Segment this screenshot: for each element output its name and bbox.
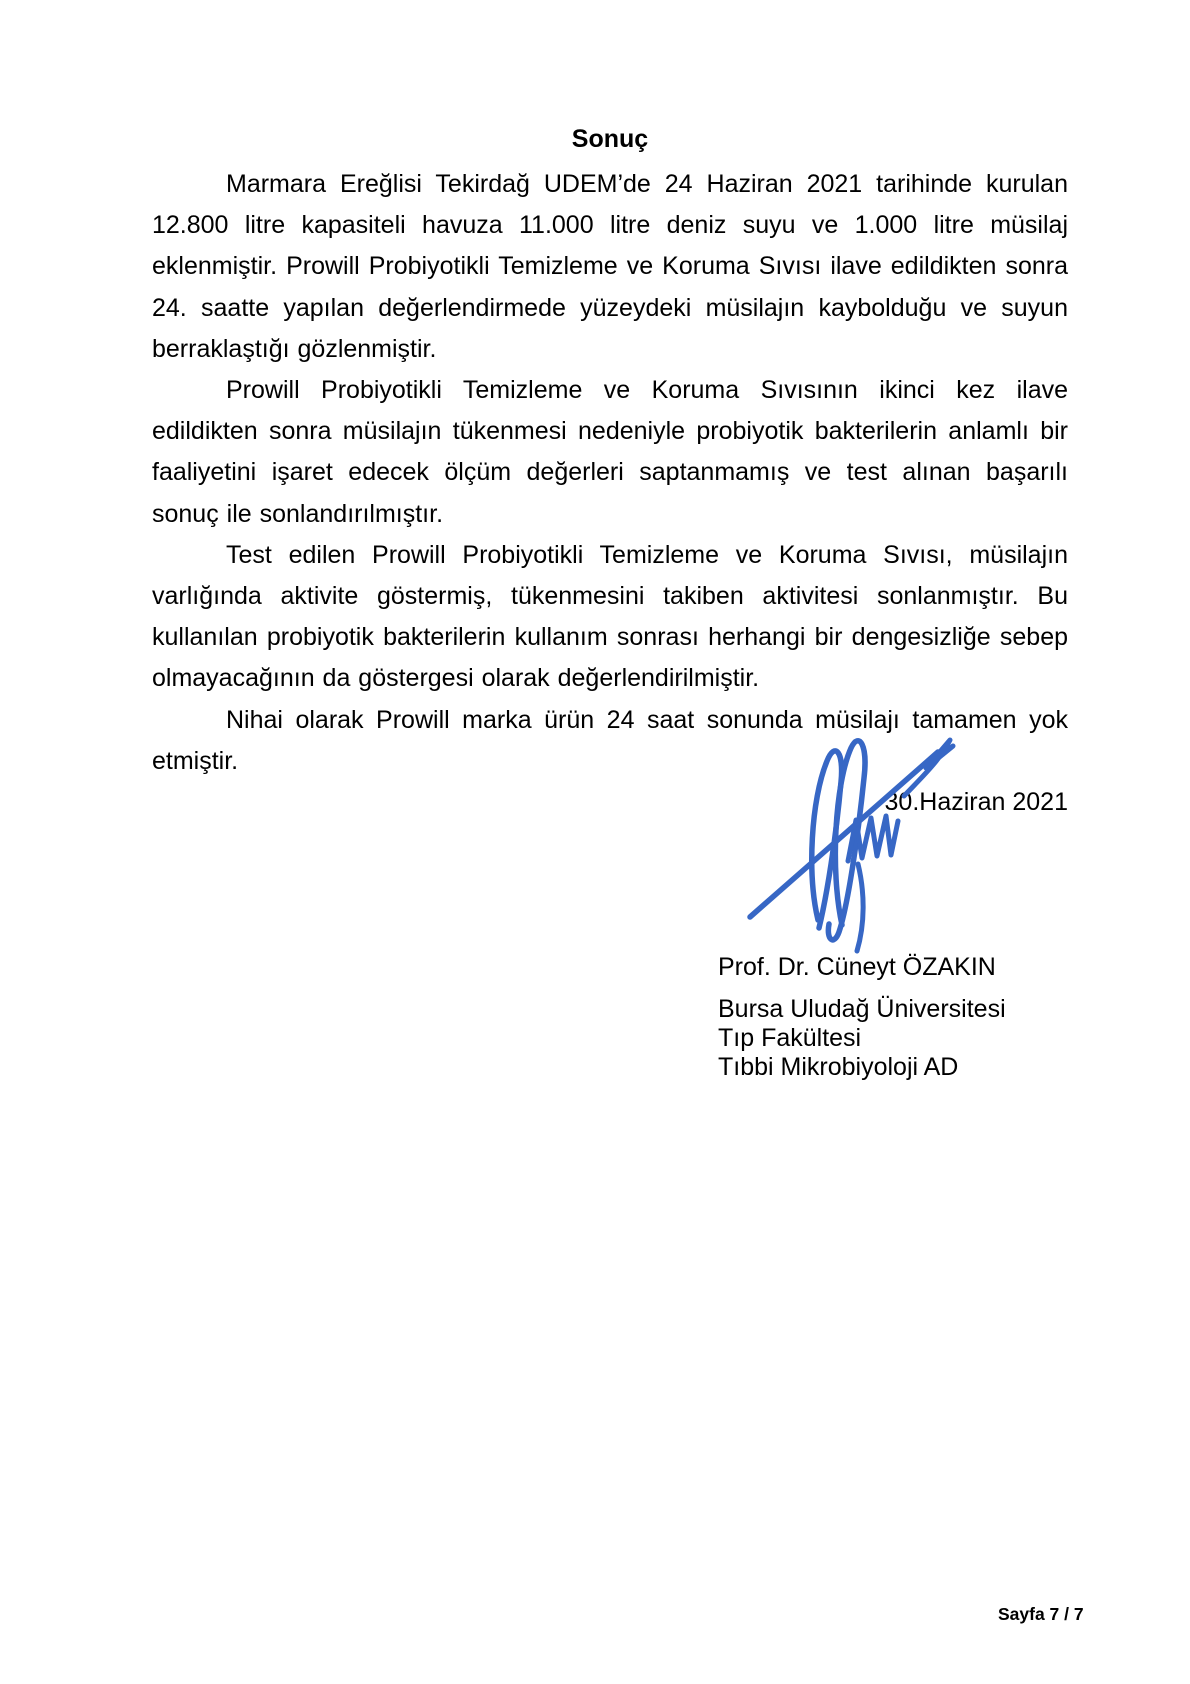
signature-image (690, 688, 970, 960)
handwritten-signature-icon (690, 688, 970, 960)
date-line: 30.Haziran 2021 (884, 788, 1068, 817)
section-title: Sonuç (571, 125, 649, 153)
paragraph-3: Test edilen Prowill Probiyotikli Temizleme ve Koruma Sıvısı, müsilajın varlığında aktivite göstermiş, tükenmesini takiben aktivitesi sonlanmıştır. Bu kullanılan probiyotik bakterilerin kullanım sonrası herhangi bir dengesizliğe sebep olmayacağının da göstergesi olarak değerlendirilmiştir. (152, 540, 1068, 693)
paragraph-1: Marmara Ereğlisi Tekirdağ UDEM’de 24 Haziran 2021 tarihinde kurulan 12.800 litre kapasiteli havuza 11.000 litre deniz suyu ve 1.000 litre müsilaj eklenmiştir. Prowill Probiyotikli Temizleme ve Koruma Sıvısı ilave edildikten sonra 24. saatte yapılan değerlendirmede yüzeydeki müsilajın kaybolduğu ve suyun berraklaştığı gözlenmiştir. (152, 170, 1068, 363)
signatory-name: Prof. Dr. Cüneyt ÖZAKIN (718, 953, 996, 981)
affiliation-university: Bursa Uludağ Üniversitesi (718, 995, 1006, 1023)
affiliation-faculty: Tıp Fakültesi (718, 1024, 862, 1052)
page-number-label: Sayfa 7 / 7 (998, 1604, 1084, 1624)
affiliation-department: Tıbbi Mikrobiyoloji AD (718, 1053, 959, 1081)
signatory-affiliation (718, 995, 1006, 1082)
paragraph-4: Nihai olarak Prowill marka ürün 24 saat sonunda müsilajı tamamen yok etmiştir. (152, 705, 1068, 775)
paragraph-2: Prowill Probiyotikli Temizleme ve Koruma Sıvısının ikinci kez ilave edildikten sonra müsilajın tükenmesi nedeniyle probiyotik bakterilerin anlamlı bir faaliyetini işaret edecek ölçüm değerleri saptanmamış ve test alınan başarılı sonuç ile sonlandırılmıştır. (152, 376, 1068, 528)
